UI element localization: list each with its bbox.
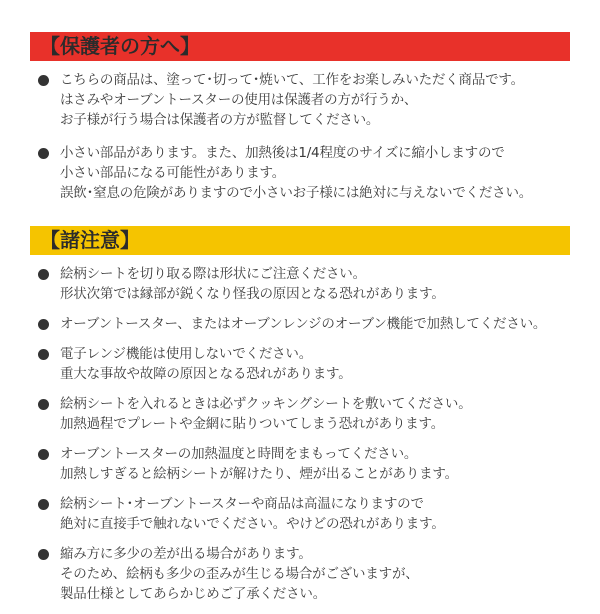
precaution-item-text: 絵柄シートを切り取る際は形状にご注意ください。	[60, 266, 366, 282]
bullet-icon	[38, 75, 49, 86]
precaution-item	[38, 394, 588, 434]
guardians-notice-item-text: はさみやオーブントースターの使用は保護者の方が行うか、	[60, 92, 418, 108]
notes-section-title: 【諸注意】	[40, 228, 140, 252]
precaution-item-text: オーブントースター、またはオーブンレンジのオーブン機能で加熱してください。	[60, 316, 547, 332]
bullet-icon	[38, 148, 49, 159]
guardians-notice-item-text: こちらの商品は、塗って･切って･焼いて、工作をお楽しみいただく商品です。	[60, 72, 524, 88]
guardians-notice-item-text: 小さい部品があります。また、加熱後は1/4程度のサイズに縮小しますので	[60, 145, 505, 161]
guardians-notice-item-text: 誤飲･窒息の危険がありますので小さいお子様には絶対に与えないでください。	[60, 185, 533, 201]
precaution-item-text: 絵柄シートを入れるときは必ずクッキングシートを敷いてください。	[60, 396, 472, 412]
precaution-item-text: 重大な事故や故障の原因となる恐れがあります。	[60, 366, 352, 382]
bullet-icon	[38, 449, 49, 460]
precaution-item-text: 加熱しすぎると絵柄シートが解けたり、煙が出ることがあります。	[60, 466, 458, 482]
bullet-icon	[38, 269, 49, 280]
precaution-item-text: 製品仕様としてあらかじめご了承ください。	[60, 586, 326, 602]
precaution-item	[38, 344, 588, 384]
guardians-notice-item	[38, 143, 588, 203]
notes-section-header	[30, 226, 570, 255]
guardians-notice-list	[38, 70, 588, 216]
precaution-item-text: 絵柄シート･オーブントースターや商品は高温になりますので	[60, 496, 424, 512]
bullet-icon	[38, 499, 49, 510]
precaution-item-text: オーブントースターの加熱温度と時間をまもってください。	[60, 446, 418, 462]
precaution-item-text: 加熱過程でプレートや金網に貼りついてしまう恐れがあります。	[60, 416, 445, 432]
precaution-item-text: 絶対に直接手で触れないでください。やけどの恐れがあります。	[60, 516, 445, 532]
precaution-item	[38, 544, 588, 604]
guardians-notice-item-text: 小さい部品になる可能性があります。	[60, 165, 286, 181]
bullet-icon	[38, 549, 49, 560]
precaution-item-text: 電子レンジ機能は使用しないでください。	[60, 346, 313, 362]
guardians-section-title: 【保護者の方へ】	[40, 34, 200, 58]
precautions-list	[38, 264, 588, 614]
guardians-notice-item-text: お子様が行う場合は保護者の方が監督してください。	[60, 112, 380, 128]
precaution-item-text: そのため、絵柄も多少の歪みが生じる場合がございますが、	[60, 566, 419, 582]
guardians-notice-item	[38, 70, 588, 130]
bullet-icon	[38, 349, 49, 360]
precaution-item-text: 形状次第では縁部が鋭くなり怪我の原因となる恐れがあります。	[60, 286, 445, 302]
precaution-item-text: 縮み方に多少の差が出る場合があります。	[60, 546, 312, 562]
precaution-item	[38, 314, 588, 334]
guardians-section-header	[30, 32, 570, 61]
precaution-item	[38, 264, 588, 304]
bullet-icon	[38, 319, 49, 330]
precaution-item	[38, 444, 588, 484]
bullet-icon	[38, 399, 49, 410]
precaution-item	[38, 494, 588, 534]
